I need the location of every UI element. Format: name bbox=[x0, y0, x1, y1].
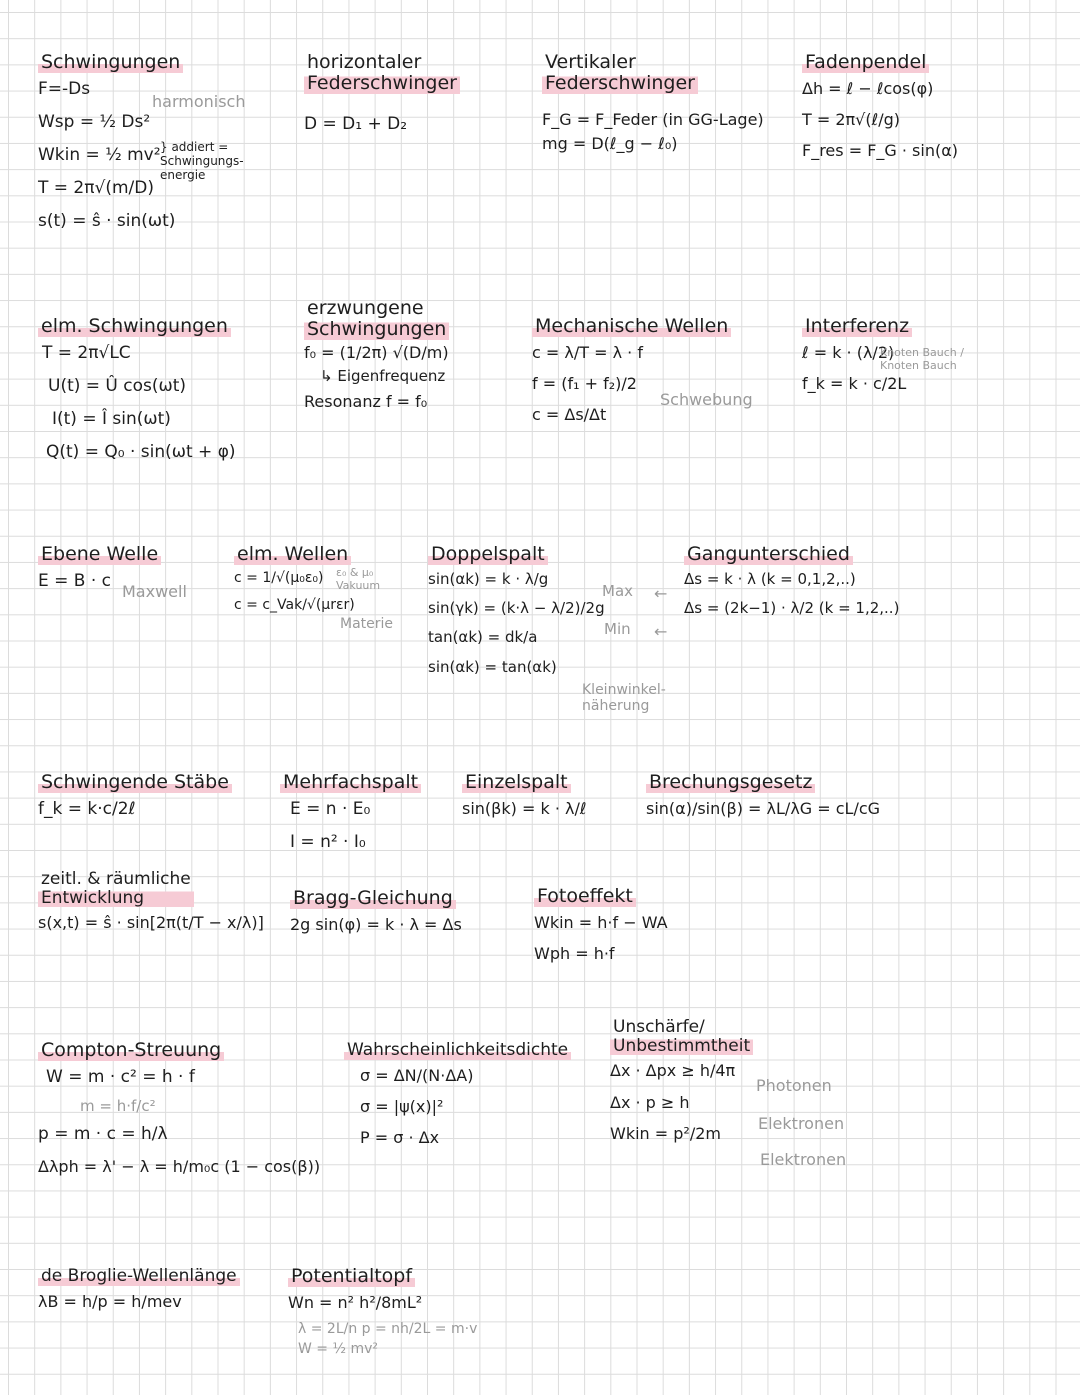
formula: Resonanz f = f₀ bbox=[304, 391, 428, 411]
formula: ↳ Eigenfrequenz bbox=[320, 367, 446, 386]
heading-erzwungen: erzwungene Schwingungen bbox=[304, 298, 449, 340]
heading-brechung: Brechungsgesetz bbox=[646, 772, 815, 793]
formula: W = m · c² = h · f bbox=[46, 1066, 195, 1087]
formula: Δx · p ≥ h bbox=[610, 1092, 690, 1112]
heading-interferenz: Interferenz bbox=[802, 316, 912, 337]
formula: f_k = k·c/2ℓ bbox=[38, 798, 136, 819]
note-photonen: Photonen bbox=[756, 1076, 832, 1095]
formula: s(x,t) = ŝ · sin[2π(t/T − x/λ)] bbox=[38, 913, 264, 933]
heading-wahrscheinlichkeit: Wahrscheinlichkeitsdichte bbox=[344, 1041, 571, 1060]
heading-zeitl: zeitl. & räumliche Entwicklung bbox=[38, 870, 194, 907]
formula: W = ½ mv² bbox=[298, 1341, 379, 1358]
formula: D = D₁ + D₂ bbox=[304, 113, 408, 134]
note-maxwell: Maxwell bbox=[122, 582, 187, 601]
formula: f = (f₁ + f₂)/2 bbox=[532, 374, 637, 394]
heading-compton: Compton-Streuung bbox=[38, 1040, 224, 1061]
heading-elm-wellen: elm. Wellen bbox=[234, 544, 351, 565]
section-einzelspalt bbox=[462, 772, 586, 824]
formula: F=-Ds bbox=[38, 78, 91, 99]
arrow-left-icon: ← bbox=[654, 622, 668, 641]
formula: Δs = k · λ (k = 0,1,2,..) bbox=[684, 569, 856, 588]
label-max: Max bbox=[602, 582, 634, 600]
section-mehrfachspalt bbox=[280, 772, 421, 859]
note-kleinwinkel: Kleinwinkel-näherung bbox=[582, 682, 666, 714]
heading-gangunterschied: Gangunterschied bbox=[684, 544, 853, 565]
formula: sin(αk) = tan(αk) bbox=[428, 657, 557, 676]
section-brechung bbox=[646, 772, 880, 824]
section-fotoeffekt bbox=[534, 886, 668, 969]
formula: Δs = (2k−1) · λ/2 (k = 1,2,..) bbox=[684, 599, 900, 618]
formula: sin(βk) = k · λ/ℓ bbox=[462, 798, 587, 818]
formula: F_res = F_G · sin(α) bbox=[802, 141, 958, 161]
formula: λB = h/p = h/mev bbox=[38, 1291, 182, 1311]
formula: λ = 2L/n p = nh/2L = m·v bbox=[298, 1321, 478, 1338]
heading-potentialtopf: Potentialtopf bbox=[288, 1266, 415, 1287]
section-doppelspalt bbox=[428, 544, 605, 682]
formula: mg = D(ℓ_g − ℓ₀) bbox=[542, 133, 678, 153]
heading-mech-wellen: Mechanische Wellen bbox=[532, 316, 731, 337]
formula: c = Δs/Δt bbox=[532, 405, 607, 425]
formula: sin(αk) = k · λ/g bbox=[428, 569, 549, 588]
heading-elm-schwingungen: elm. Schwingungen bbox=[38, 316, 231, 337]
section-zeitl bbox=[38, 870, 264, 939]
formula: Wkin = p²/2m bbox=[610, 1123, 721, 1143]
formula: I(t) = Î sin(ωt) bbox=[52, 409, 171, 430]
heading-mehrfachspalt: Mehrfachspalt bbox=[280, 772, 421, 793]
section-vertikal bbox=[542, 52, 764, 156]
heading-staebe: Schwingende Stäbe bbox=[38, 772, 232, 793]
section-unschaerfe bbox=[610, 1018, 753, 1149]
formula: ℓ = k · (λ/2) bbox=[802, 342, 895, 362]
note-harmonisch: harmonisch bbox=[152, 92, 246, 111]
formula: E = B · c bbox=[38, 570, 112, 591]
heading-fadenpendel: Fadenpendel bbox=[802, 52, 929, 73]
note-elektronen: Elektronen bbox=[758, 1114, 845, 1133]
formula: I = n² · I₀ bbox=[290, 832, 366, 853]
formula: 2g sin(φ) = k · λ = Δs bbox=[290, 914, 462, 934]
section-gangunterschied bbox=[684, 544, 899, 623]
formula: Q(t) = Q₀ · sin(ωt + φ) bbox=[46, 442, 236, 463]
section-horizontal bbox=[304, 52, 460, 141]
section-mech-wellen bbox=[532, 316, 731, 430]
formula: Wn = n² h²/8mL² bbox=[288, 1292, 423, 1312]
formula: f₀ = (1/2π) √(D/m) bbox=[304, 342, 449, 362]
formula: σ = |ψ(x)|² bbox=[360, 1096, 444, 1116]
formula: Wph = h·f bbox=[534, 944, 615, 964]
note-vakuum: ε₀ & μ₀ Vakuum bbox=[336, 566, 381, 592]
formula: T = 2π√LC bbox=[42, 342, 131, 363]
formula: m = h·f/c² bbox=[80, 1097, 156, 1116]
note-addiert: } addiert = Schwingungs-energie bbox=[160, 140, 244, 182]
formula: T = 2π√(m/D) bbox=[38, 178, 154, 199]
heading-fotoeffekt: Fotoeffekt bbox=[534, 886, 636, 907]
formula: σ = ΔN/(N·ΔA) bbox=[360, 1065, 474, 1085]
formula: Δh = ℓ − ℓcos(φ) bbox=[802, 78, 934, 98]
formula: sin(α)/sin(β) = λL/λG = cL/cG bbox=[646, 798, 881, 818]
note-knoten-bauch: Knoten Bauch / Knoten Bauch bbox=[880, 346, 964, 372]
formula: Wkin = ½ mv² bbox=[38, 145, 161, 166]
note-materie: Materie bbox=[340, 616, 394, 632]
note-schwebung: Schwebung bbox=[660, 390, 753, 409]
formula: f_k = k · c/2L bbox=[802, 374, 907, 394]
section-fadenpendel bbox=[802, 52, 958, 166]
formula: tan(αk) = dk/a bbox=[428, 628, 538, 647]
heading-broglie: de Broglie-Wellenlänge bbox=[38, 1267, 240, 1286]
heading-einzelspalt: Einzelspalt bbox=[462, 772, 571, 793]
formula: s(t) = ŝ · sin(ωt) bbox=[38, 211, 176, 232]
heading-doppelspalt: Doppelspalt bbox=[428, 544, 548, 565]
section-bragg bbox=[290, 888, 462, 940]
formula: U(t) = Û cos(ωt) bbox=[48, 376, 187, 397]
formula: F_G = F_Feder (in GG-Lage) bbox=[542, 109, 764, 129]
formula: Wsp = ½ Ds² bbox=[38, 112, 151, 133]
formula: Δx · Δpx ≥ h/4π bbox=[610, 1061, 736, 1081]
formula: T = 2π√(ℓ/g) bbox=[802, 110, 900, 130]
arrow-left-icon: ← bbox=[654, 584, 668, 603]
note-elektronen: Elektronen bbox=[760, 1150, 847, 1169]
formula: p = m · c = h/λ bbox=[38, 1124, 168, 1145]
label-min: Min bbox=[604, 620, 631, 638]
heading-ebene-welle: Ebene Welle bbox=[38, 544, 161, 565]
formula: Wkin = h·f − WA bbox=[534, 912, 668, 932]
section-staebe bbox=[38, 772, 232, 826]
section-compton bbox=[38, 1040, 320, 1182]
section-wahrscheinlichkeit bbox=[344, 1040, 571, 1153]
heading-unschaerfe: Unschärfe/ Unbestimmtheit bbox=[610, 1018, 753, 1055]
formula: E = n · E₀ bbox=[290, 798, 371, 819]
heading-vertikal: Vertikaler Federschwinger bbox=[542, 52, 698, 94]
section-potentialtopf bbox=[288, 1266, 477, 1360]
formula: P = σ · Δx bbox=[360, 1128, 440, 1148]
formula: sin(γk) = (k·λ − λ/2)/2g bbox=[428, 599, 605, 618]
formula: c = 1/√(μ₀ε₀) bbox=[234, 569, 324, 586]
formula: Δλph = λ' − λ = h/m₀c (1 − cos(β)) bbox=[38, 1157, 321, 1177]
heading-schwingungen: Schwingungen bbox=[38, 52, 183, 73]
section-elm-schwingungen bbox=[38, 316, 236, 469]
heading-horizontal: horizontaler Federschwinger bbox=[304, 52, 460, 94]
formula: c = λ/T = λ · f bbox=[532, 342, 643, 362]
section-erzwungen bbox=[304, 298, 449, 417]
heading-bragg: Bragg-Gleichung bbox=[290, 888, 456, 909]
section-broglie bbox=[38, 1266, 240, 1317]
formula: c = c_Vak/√(μrεr) bbox=[234, 597, 355, 614]
